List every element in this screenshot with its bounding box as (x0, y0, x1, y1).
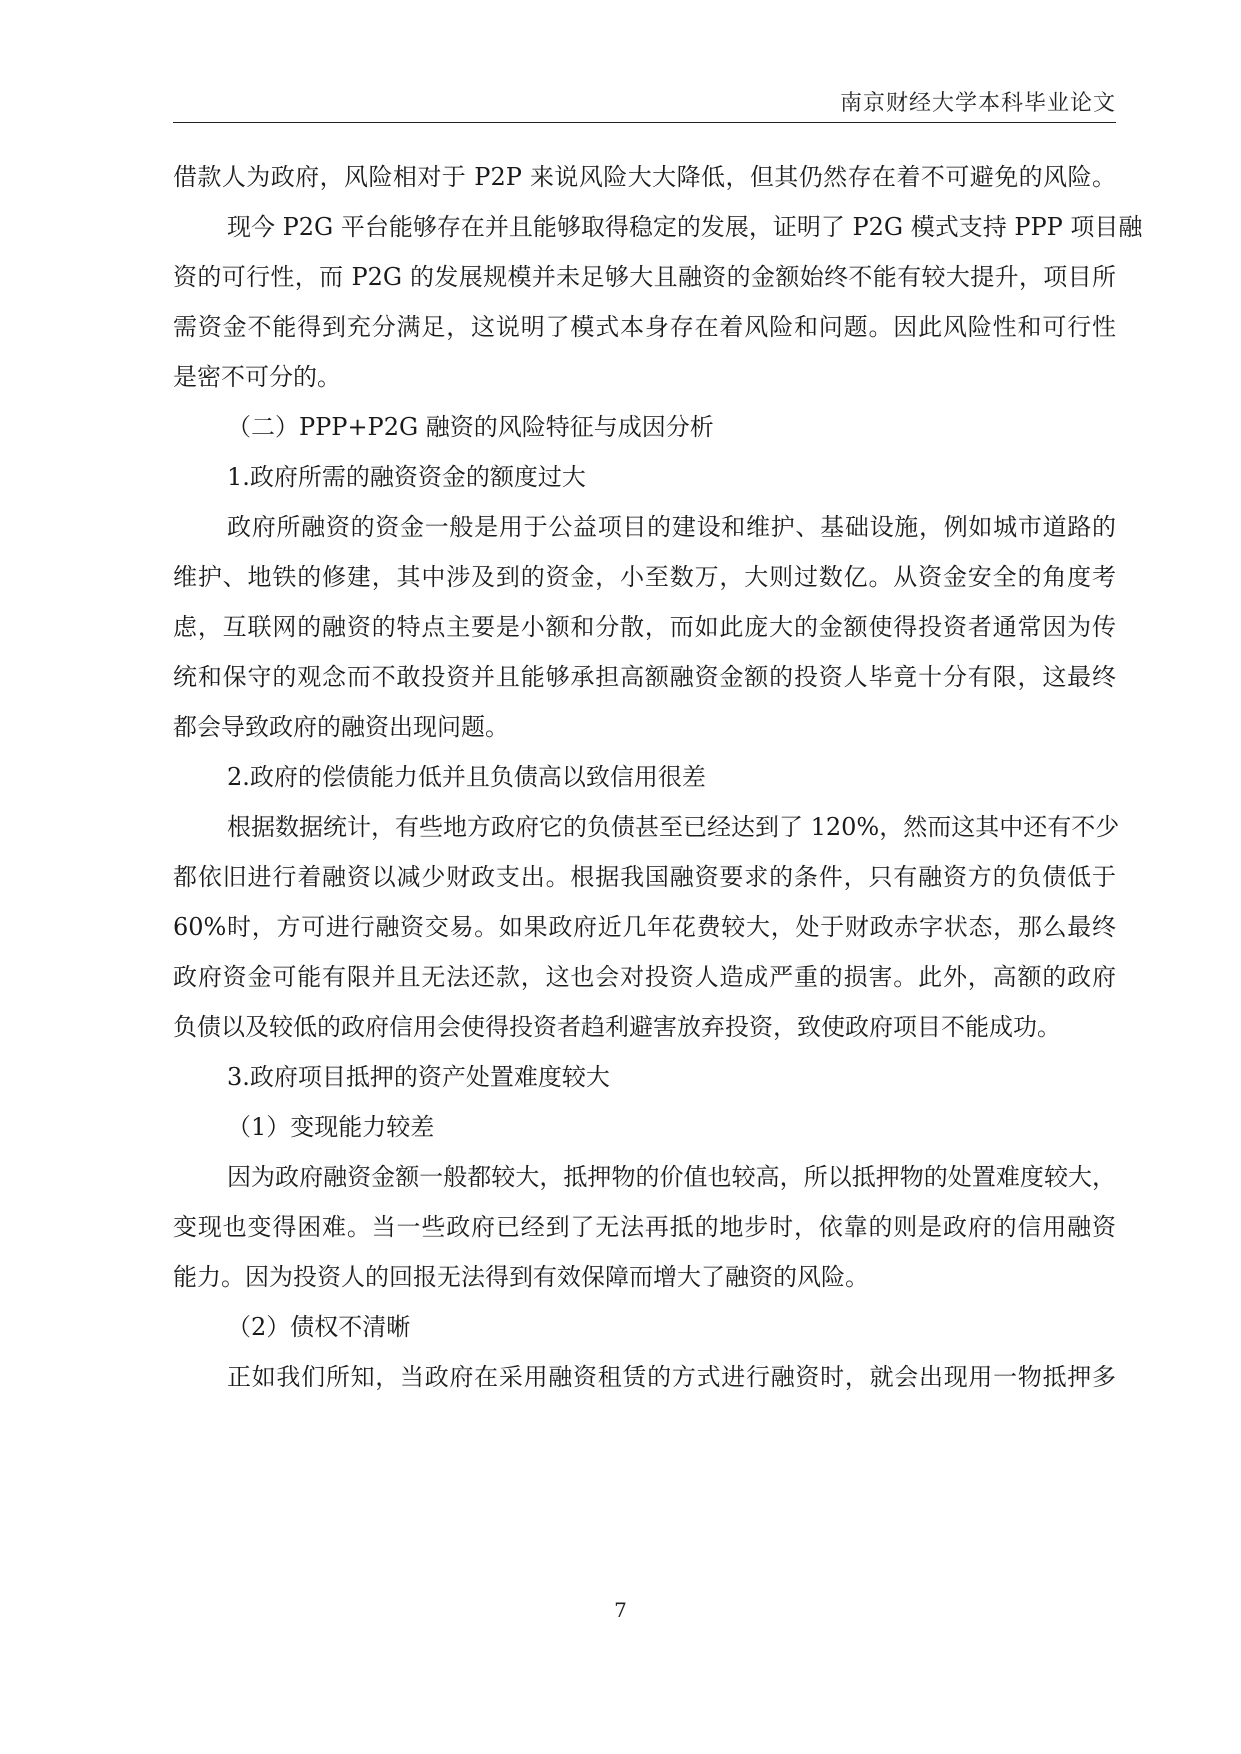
text-line: 正如我们所知，当政府在采用融资租赁的方式进行融资时，就会出现用一物抵押多 (227, 1363, 1116, 1391)
text-line: 根据数据统计，有些地方政府它的负债甚至已经达到了 120%，然而这其中还有不少 (227, 813, 1120, 841)
text-line: 都会导致政府的融资出现问题。 (173, 713, 509, 741)
text-line: 政府所融资的资金一般是用于公益项目的建设和维护、基础设施，例如城市道路的 (227, 513, 1116, 541)
subsection-heading: 3.政府项目抵押的资产处置难度较大 (227, 1063, 610, 1091)
subsection-heading: 2.政府的偿债能力低并且负债高以致信用很差 (227, 763, 706, 791)
section-heading: （二）PPP+P2G 融资的风险特征与成因分析 (227, 413, 714, 441)
text-line: 借款人为政府，风险相对于 P2P 来说风险大大降低，但其仍然存在着不可避免的风险。 (173, 163, 1116, 191)
item-heading: （1）变现能力较差 (227, 1113, 435, 1141)
subsection-heading: 1.政府所需的融资资金的额度过大 (227, 463, 586, 491)
text-line: 需资金不能得到充分满足，这说明了模式本身存在着风险和问题。因此风险性和可行性 (173, 313, 1116, 341)
item-heading: （2）债权不清晰 (227, 1313, 411, 1341)
text-line: 负债以及较低的政府信用会使得投资者趋利避害放弃投资，致使政府项目不能成功。 (173, 1013, 1061, 1041)
text-line: 虑，互联网的融资的特点主要是小额和分散，而如此庞大的金额使得投资者通常因为传 (173, 613, 1116, 641)
running-header (173, 84, 1116, 123)
text-line: 因为政府融资金额一般都较大，抵押物的价值也较高，所以抵押物的处置难度较大， (227, 1163, 1116, 1191)
text-line: 政府资金可能有限并且无法还款，这也会对投资人造成严重的损害。此外，高额的政府 (173, 963, 1116, 991)
text-line: 能力。因为投资人的回报无法得到有效保障而增大了融资的风险。 (173, 1263, 869, 1291)
text-line: 都依旧进行着融资以减少财政支出。根据我国融资要求的条件，只有融资方的负债低于 (173, 863, 1116, 891)
text-line: 60%时，方可进行融资交易。如果政府近几年花费较大，处于财政赤字状态，那么最终 (173, 913, 1116, 941)
text-line: 维护、地铁的修建，其中涉及到的资金，小至数万，大则过数亿。从资金安全的角度考 (173, 563, 1116, 591)
text-line: 现今 P2G 平台能够存在并且能够取得稳定的发展，证明了 P2G 模式支持 PPP 项目融 (227, 213, 1143, 241)
text-line: 变现也变得困难。当一些政府已经到了无法再抵的地步时，依靠的则是政府的信用融资 (173, 1213, 1116, 1241)
header-title: 南京财经大学本科毕业论文 (839, 91, 1116, 116)
text-line: 是密不可分的。 (173, 363, 341, 391)
page-number: 7 (614, 1598, 627, 1622)
text-line: 资的可行性，而 P2G 的发展规模并未足够大且融资的金额始终不能有较大提升，项目所 (173, 263, 1116, 291)
text-line: 统和保守的观念而不敢投资并且能够承担高额融资金额的投资人毕竟十分有限，这最终 (173, 663, 1116, 691)
